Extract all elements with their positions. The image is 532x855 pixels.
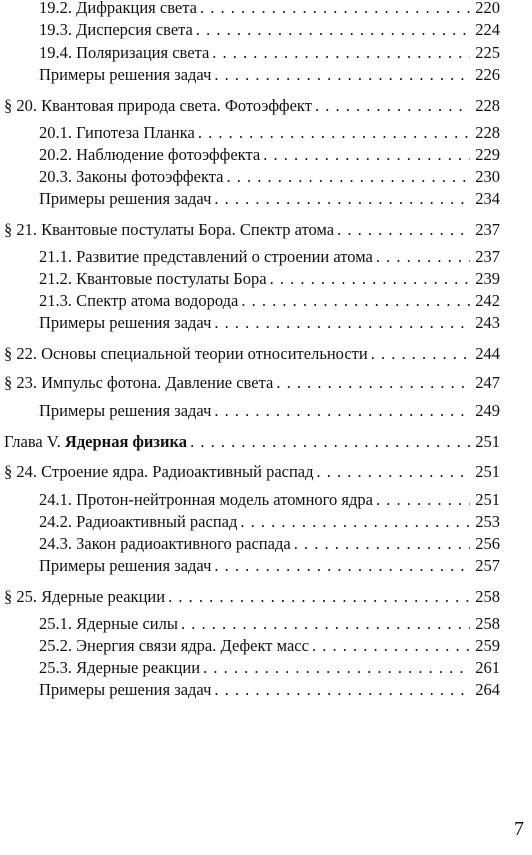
dot-leader	[209, 42, 470, 64]
toc-section	[4, 461, 500, 483]
toc-entry-page: 229	[475, 145, 500, 164]
toc-entry-title: Примеры решения задач	[39, 556, 212, 575]
toc-entry-title: 19.3. Дисперсия света	[39, 20, 193, 39]
toc-entry	[39, 268, 500, 290]
dot-leader	[211, 400, 470, 422]
dot-leader	[237, 511, 470, 533]
toc-chapter-page: 251	[475, 432, 500, 451]
toc-entry-page: 258	[475, 614, 500, 633]
dot-leader	[238, 290, 470, 312]
toc-entry	[39, 122, 500, 144]
toc-entry-page: 220	[475, 0, 500, 17]
dot-leader	[314, 461, 470, 483]
dot-leader	[187, 431, 470, 453]
toc-entry	[39, 555, 500, 577]
toc-entry	[39, 489, 500, 511]
toc-entry-page: 253	[475, 512, 500, 531]
toc-entry	[39, 400, 500, 422]
toc-entry-title: Примеры решения задач	[39, 680, 212, 699]
toc-entry-page: 249	[475, 401, 500, 420]
dot-leader	[312, 95, 470, 117]
toc-entry	[39, 635, 500, 657]
chapter-name: Ядерная физика	[64, 432, 188, 451]
toc-entry-page: 261	[475, 658, 500, 677]
toc-section-page: 247	[475, 373, 500, 392]
toc-entry-title: 21.1. Развитие представлений о строении атома	[39, 247, 373, 266]
toc-entry-page: 237	[475, 247, 500, 266]
toc-entry-title: 21.2. Квантовые постулаты Бора	[39, 269, 267, 288]
toc-entry-page: 251	[475, 490, 500, 509]
toc-entry-page: 259	[475, 636, 500, 655]
toc-entry	[39, 0, 500, 19]
toc-chapter	[4, 431, 500, 453]
toc-entry-title: 20.1. Гипотеза Планка	[39, 123, 195, 142]
toc-entry-page: 243	[475, 313, 500, 332]
dot-leader	[178, 613, 470, 635]
page-number: 7	[514, 818, 524, 840]
toc-entry-title: 19.2. Дифракция света	[39, 0, 197, 17]
dot-leader	[197, 0, 470, 19]
dot-leader	[193, 19, 470, 41]
dot-leader	[200, 657, 470, 679]
toc-entry	[39, 511, 500, 533]
toc-chapter-title	[4, 431, 187, 453]
toc-entry-title: Примеры решения задач	[39, 189, 212, 208]
toc-entry-title: 25.2. Энергия связи ядра. Дефект масс	[39, 636, 309, 655]
toc-entry	[39, 246, 500, 268]
dot-leader	[291, 533, 470, 555]
toc-entry	[39, 312, 500, 334]
dot-leader	[373, 246, 470, 268]
toc-entry-title: 21.3. Спектр атома водорода	[39, 291, 239, 310]
dot-leader	[195, 122, 470, 144]
dot-leader	[334, 219, 470, 241]
toc-section	[4, 95, 500, 117]
dot-leader	[309, 635, 470, 657]
toc-entry-page: 239	[475, 269, 500, 288]
toc-entry	[39, 64, 500, 86]
toc-section	[4, 586, 500, 608]
toc-section-page: 258	[475, 587, 500, 606]
dot-leader	[273, 372, 470, 394]
toc-entry	[39, 166, 500, 188]
toc-entry-page: 225	[475, 43, 500, 62]
toc-entry	[39, 533, 500, 555]
toc-entry-page: 228	[475, 123, 500, 142]
dot-leader	[211, 679, 470, 701]
toc-section-title: § 22. Основы специальной теории относительности	[4, 344, 368, 363]
toc-entry	[39, 42, 500, 64]
toc-entry	[39, 613, 500, 635]
dot-leader	[211, 312, 470, 334]
toc-entry-page: 257	[475, 556, 500, 575]
toc-entry-title: 19.4. Поляризация света	[39, 43, 210, 62]
toc-entry-title: Примеры решения задач	[39, 401, 212, 420]
toc-entry-title: 25.3. Ядерные реакции	[39, 658, 201, 677]
toc-entry-title: 25.1. Ядерные силы	[39, 614, 178, 633]
dot-leader	[211, 188, 470, 210]
toc-section-page: 251	[475, 462, 500, 481]
toc-entry-title: 24.2. Радиоактивный распад	[39, 512, 238, 531]
dot-leader	[211, 555, 470, 577]
dot-leader	[223, 166, 470, 188]
toc-section-page: 237	[475, 220, 500, 239]
toc-entry	[39, 679, 500, 701]
toc-entry-page: 242	[475, 291, 500, 310]
chapter-number: Глава V.	[4, 432, 61, 451]
toc-entry-page: 264	[475, 680, 500, 699]
toc-entry-title: Примеры решения задач	[39, 313, 212, 332]
toc-entry-page: 226	[475, 65, 500, 84]
toc-section	[4, 219, 500, 241]
toc-entry-title: 24.3. Закон радиоактивного распада	[39, 534, 291, 553]
dot-leader	[267, 268, 470, 290]
toc-entry-title: 20.3. Законы фотоэффекта	[39, 167, 224, 186]
toc-entry-title: 20.2. Наблюдение фотоэффекта	[39, 145, 261, 164]
toc-section-page: 244	[475, 344, 500, 363]
toc-entry	[39, 188, 500, 210]
toc-section-title: § 25. Ядерные реакции	[4, 587, 166, 606]
toc-entry	[39, 290, 500, 312]
toc-section-page: 228	[475, 96, 500, 115]
toc-section-title: § 24. Строение ядра. Радиоактивный распад	[4, 462, 314, 481]
dot-leader	[260, 144, 470, 166]
toc-entry-title: 24.1. Протон-нейтронная модель атомного ядра	[39, 490, 373, 509]
toc-section-title: § 23. Импульс фотона. Давление света	[4, 373, 274, 392]
toc-entry-page: 230	[475, 167, 500, 186]
dot-leader	[165, 586, 470, 608]
toc-entry-page: 234	[475, 189, 500, 208]
toc-entry	[39, 144, 500, 166]
dot-leader	[373, 489, 470, 511]
toc-entry-page: 224	[475, 20, 500, 39]
dot-leader	[211, 64, 470, 86]
toc-section-title: § 21. Квантовые постулаты Бора. Спектр атома	[4, 220, 335, 239]
toc-entry-page: 256	[475, 534, 500, 553]
toc-section	[4, 372, 500, 394]
dot-leader	[368, 343, 470, 365]
toc-entry	[39, 657, 500, 679]
toc-entry	[39, 19, 500, 41]
toc-section-title: § 20. Квантовая природа света. Фотоэффект	[4, 96, 312, 115]
toc-section	[4, 343, 500, 365]
toc-entry-title: Примеры решения задач	[39, 65, 212, 84]
